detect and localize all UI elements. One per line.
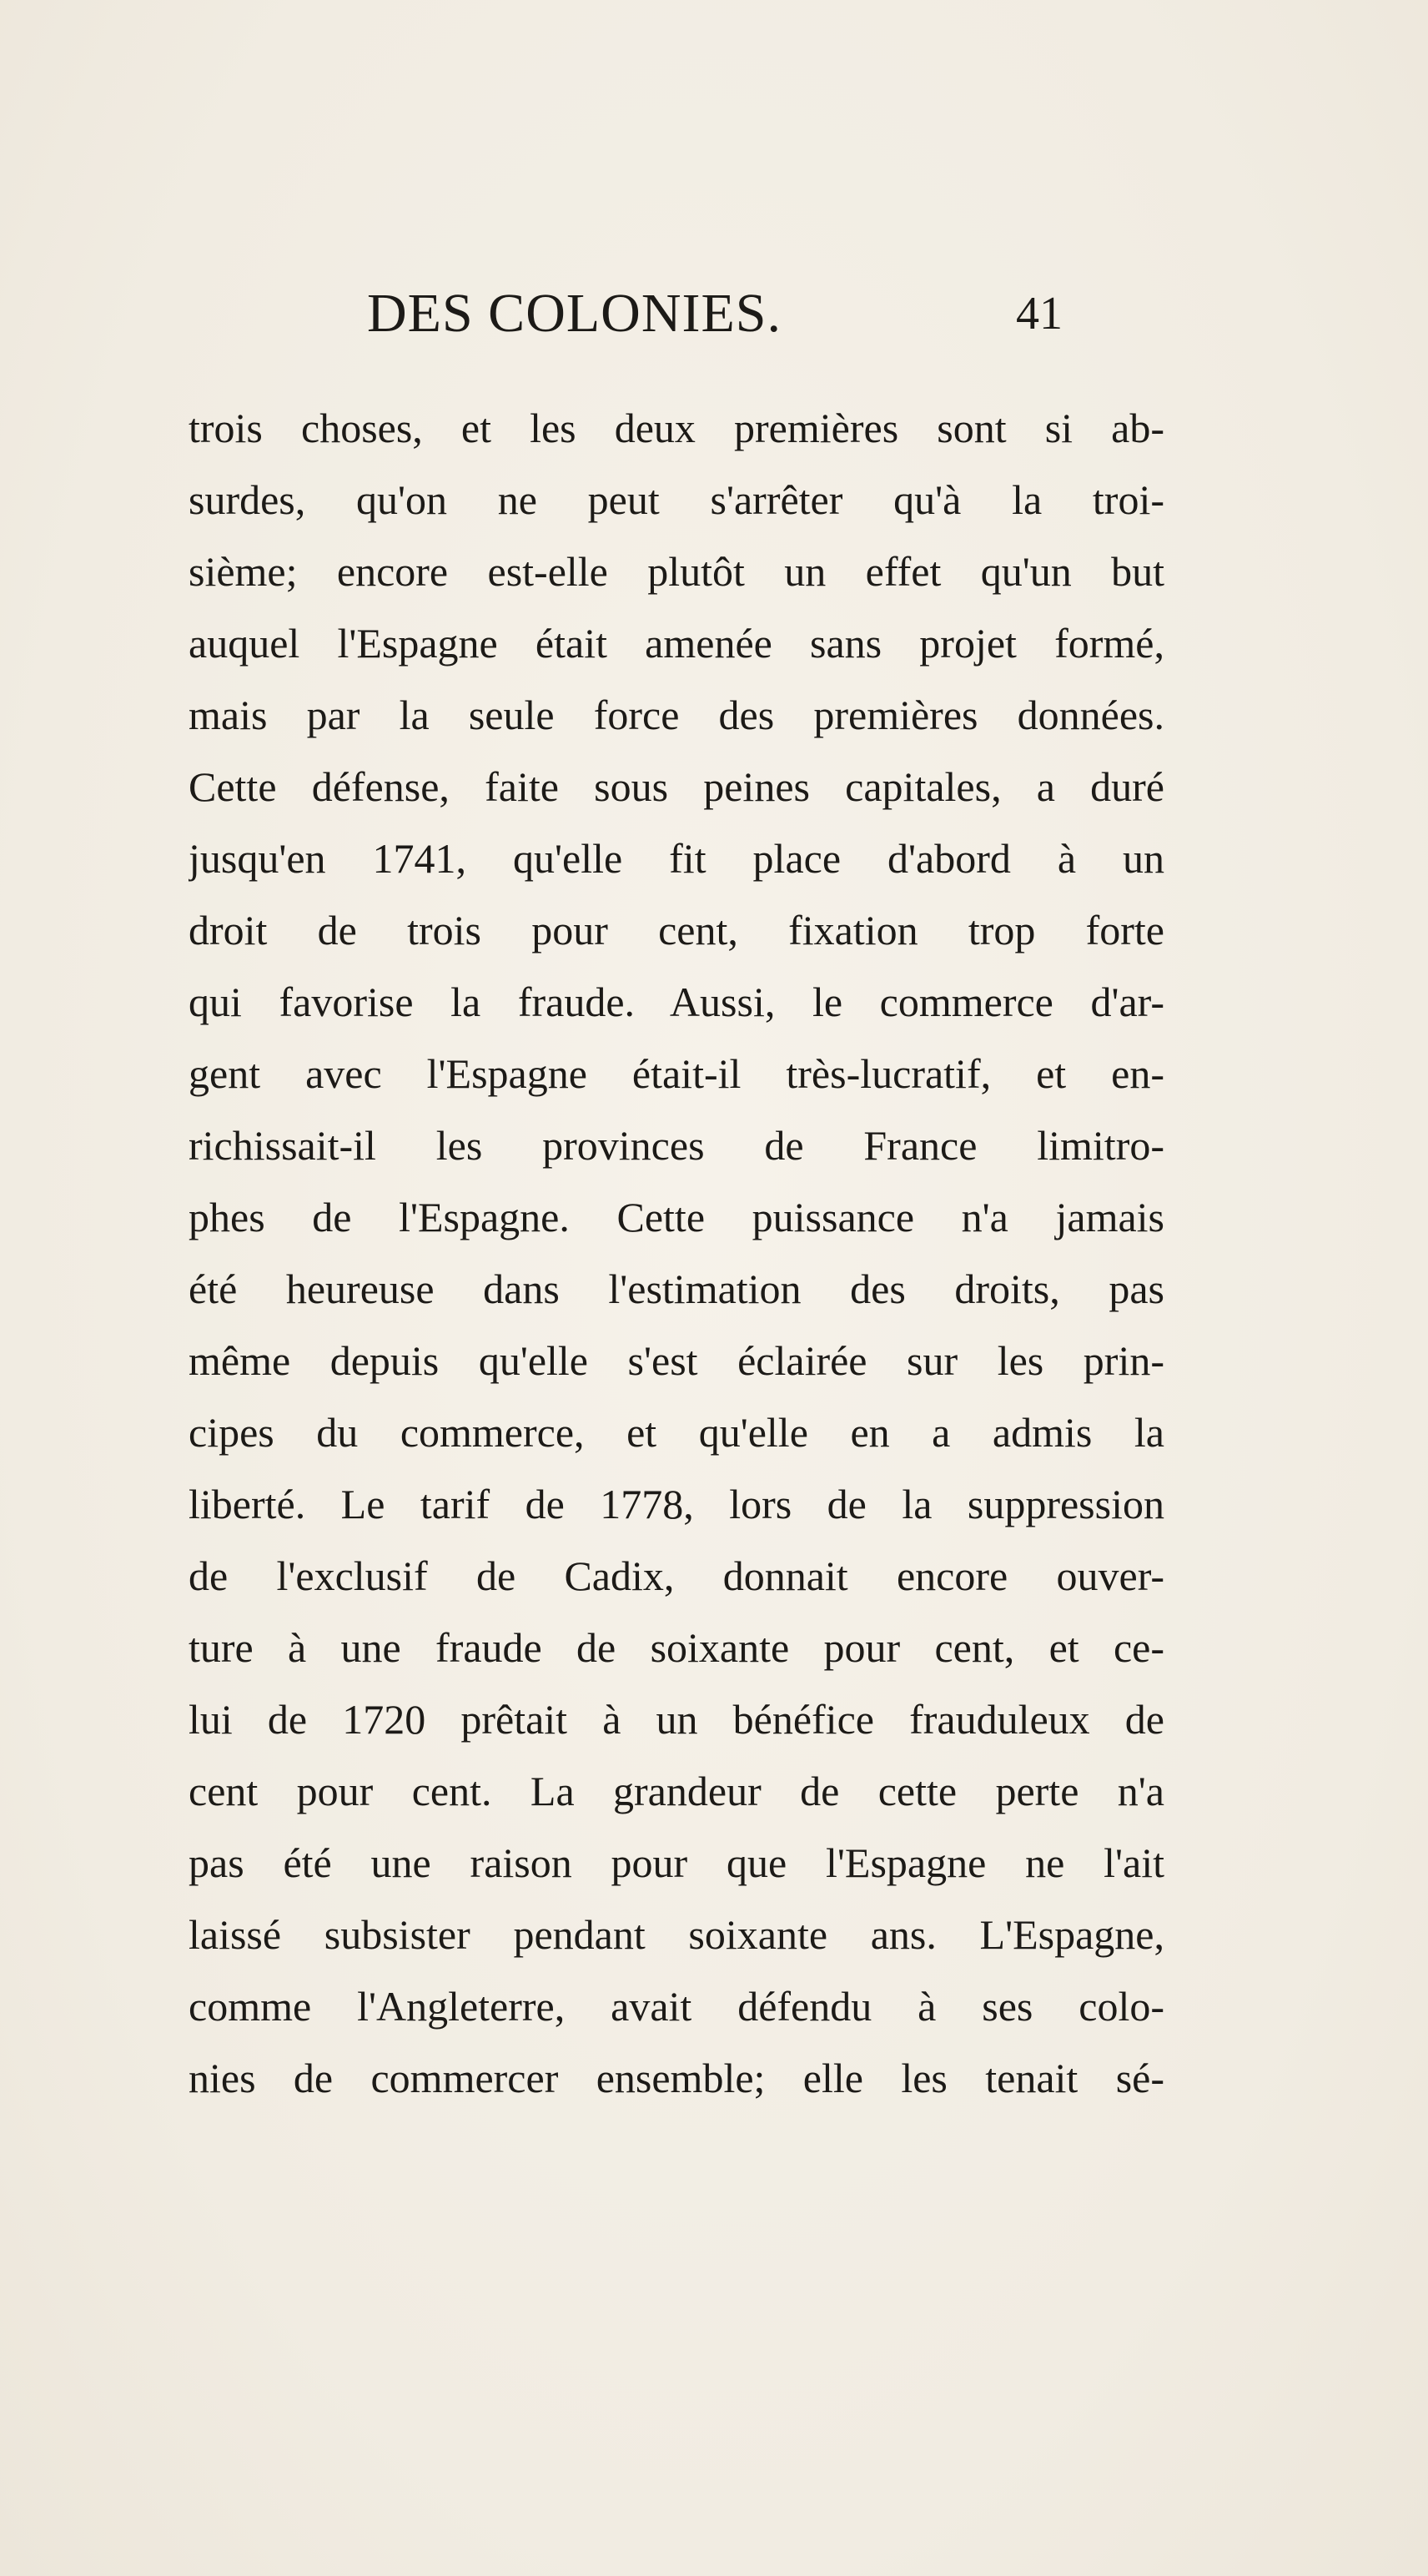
text-line: ture à une fraude de soixante pour cent, et ce- <box>189 1624 1164 1671</box>
text-line: droit de trois pour cent, fixation trop forte <box>189 907 1164 953</box>
text-line: surdes, qu'on ne peut s'arrêter qu'à la troi- <box>189 476 1164 523</box>
page-header <box>0 280 1428 347</box>
text-line: lui de 1720 prêtait à un bénéfice frauduleux de <box>189 1696 1164 1743</box>
text-line: de l'exclusif de Cadix, donnait encore ouver- <box>189 1552 1164 1599</box>
text-line: sième; encore est-elle plutôt un effet qu'un but <box>189 548 1164 595</box>
text-line: cent pour cent. La grandeur de cette perte n'a <box>189 1768 1164 1814</box>
text-line: comme l'Angleterre, avait défendu à ses colo- <box>189 1983 1164 2030</box>
running-title: DES COLONIES. <box>367 283 782 344</box>
text-line: phes de l'Espagne. Cette puissance n'a jamais <box>189 1194 1164 1240</box>
text-line: liberté. Le tarif de 1778, lors de la suppression <box>189 1481 1164 1527</box>
text-line: cipes du commerce, et qu'elle en a admis la <box>189 1409 1164 1456</box>
text-line: même depuis qu'elle s'est éclairée sur les prin- <box>189 1337 1164 1384</box>
page-number: 41 <box>1016 288 1063 340</box>
text-line: trois choses, et les deux premières sont si ab- <box>189 405 1164 451</box>
body-text <box>189 392 1164 2114</box>
text-line: mais par la seule force des premières données. <box>189 692 1164 738</box>
text-line: nies de commercer ensemble; elle les tenait sé- <box>189 2055 1164 2101</box>
text-line: été heureuse dans l'estimation des droits, pas <box>189 1265 1164 1312</box>
text-line: Cette défense, faite sous peines capitales, a duré <box>189 763 1164 810</box>
text-line: pas été une raison pour que l'Espagne ne l'ait <box>189 1839 1164 1886</box>
text-line: gent avec l'Espagne était-il très-lucratif, et en- <box>189 1050 1164 1097</box>
text-line: qui favorise la fraude. Aussi, le commerce d'ar- <box>189 979 1164 1025</box>
text-line: richissait-il les provinces de France limitro- <box>189 1122 1164 1169</box>
text-line: jusqu'en 1741, qu'elle fit place d'abord à un <box>189 835 1164 882</box>
text-line: laissé subsister pendant soixante ans. L'Espagne, <box>189 1911 1164 1958</box>
text-line: auquel l'Espagne était amenée sans projet formé, <box>189 620 1164 667</box>
